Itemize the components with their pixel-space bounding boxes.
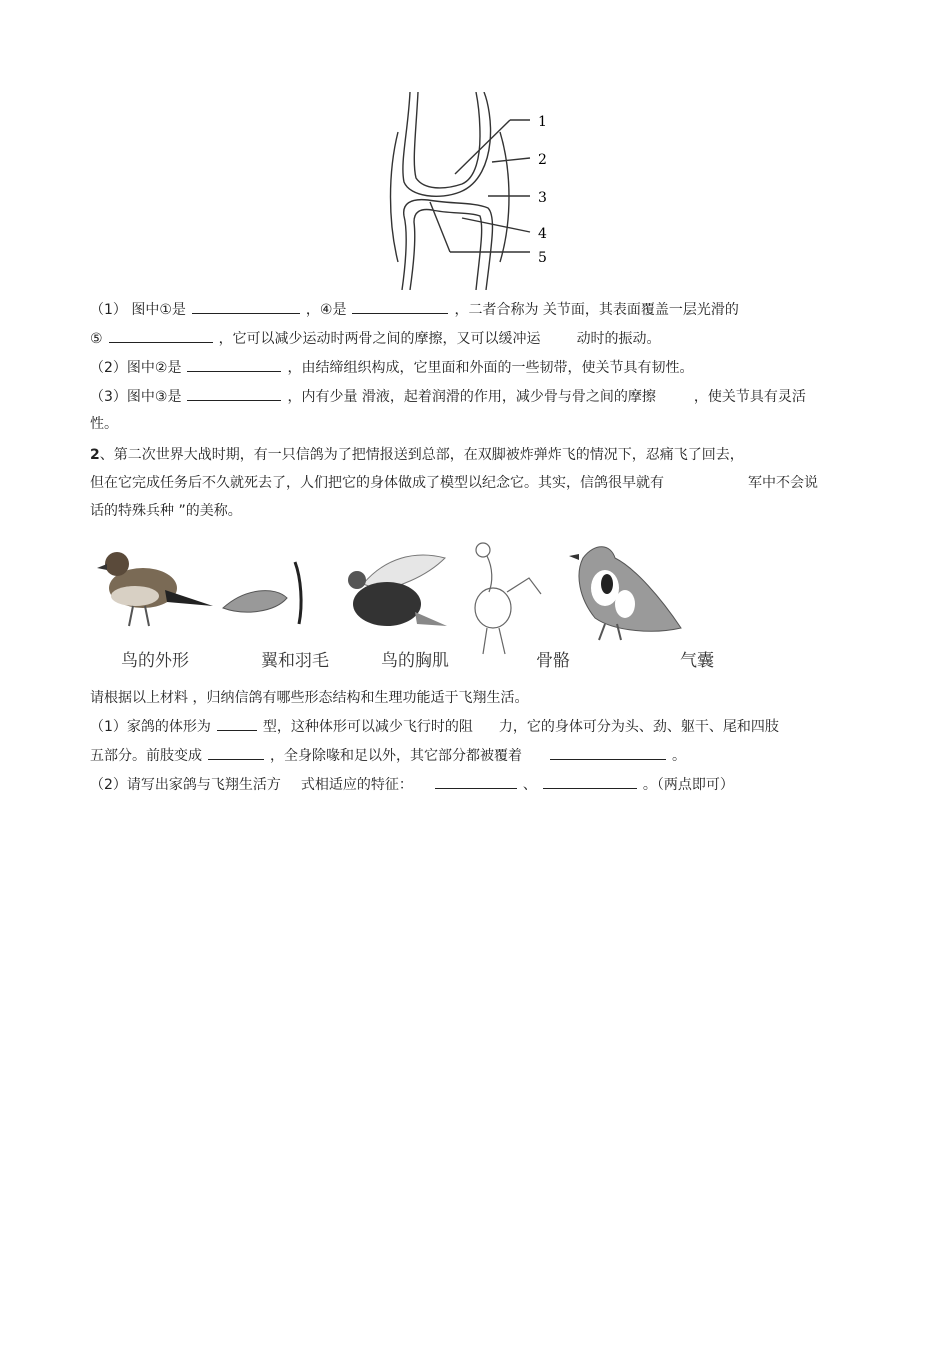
q2-prompt: 请根据以上材料 ，归纳信鸽有哪些形态结构和生理功能适于飞翔生活。 — [90, 690, 529, 706]
caption-chest-muscle: 鸟的胸肌 — [381, 651, 449, 671]
answer-blank[interactable] — [435, 774, 517, 789]
knee-label-5: 5 — [538, 250, 547, 266]
bird-figures — [95, 528, 735, 676]
knee-joint-diagram — [380, 92, 555, 290]
answer-blank[interactable] — [352, 299, 448, 314]
answer-blank[interactable] — [192, 299, 300, 314]
q2-p1-line-1: （1）家鸽的体形为 型，这种体形可以减少飞行时的阻 力，它的身体可分为头、劲、躯干、尾和四肢 — [90, 716, 779, 737]
caption-skeleton: 骨骼 — [536, 651, 570, 671]
pigeon-muscle-icon — [348, 555, 447, 626]
knee-label-4: 4 — [538, 226, 547, 242]
q2-p1-line-2: 五部分。前肢变成 ，全身除喙和足以外，其它部分都被覆着 。 — [90, 745, 686, 766]
q2-line-1: 2、第二次世界大战时期，有一只信鸽为了把情报送到总部，在双脚被炸弹炸飞的情况下，忍痛飞了回去， — [90, 447, 744, 463]
knee-label-2: 2 — [538, 152, 547, 168]
q1-line-2: ⑤ ，它可以减少运动时两骨之间的摩擦，又可以缓冲运 动时的振动。 — [90, 328, 661, 349]
answer-blank[interactable] — [550, 745, 666, 760]
q2-line-3: 话的特殊兵种 ”的美称。 — [90, 503, 242, 519]
knee-label-1: 1 — [538, 114, 547, 130]
answer-blank[interactable] — [187, 386, 281, 401]
q1-line-1: （1） 图中①是 ，④是 ，二者合称为 关节面，其表面覆盖一层光滑的 — [90, 299, 739, 320]
answer-blank[interactable] — [109, 328, 213, 343]
answer-blank[interactable] — [208, 745, 264, 760]
knee-label-3: 3 — [538, 190, 547, 206]
q1-line-3: （2）图中②是 ，由结缔组织构成，它里面和外面的一些韧带，使关节具有韧性。 — [90, 357, 693, 378]
sparrow-icon — [97, 552, 213, 626]
q2-line-2: 但在它完成任务后不久就死去了，人们把它的身体做成了模型以纪念它。其实，信鸽很早就有 军中不会说 — [90, 475, 818, 491]
air-sac-icon — [569, 547, 681, 640]
caption-bird-shape: 鸟的外形 — [121, 651, 189, 671]
q1-line-4: （3）图中③是 ，内有少量 滑液，起着润滑的作用，减少骨与骨之间的摩擦 ，使关节具有灵活 — [90, 386, 806, 407]
q1-line-5: 性。 — [90, 416, 118, 432]
q2-p2-line: （2）请写出家鸽与飞翔生活方 式相适应的特征： 、 。（两点即可） — [90, 774, 734, 795]
answer-blank[interactable] — [217, 716, 257, 731]
caption-wing-feather: 翼和羽毛 — [261, 651, 329, 671]
skeleton-icon — [475, 543, 541, 654]
wing-icon — [223, 562, 301, 624]
caption-air-sac: 气囊 — [680, 651, 714, 671]
answer-blank[interactable] — [187, 357, 281, 372]
answer-blank[interactable] — [543, 774, 637, 789]
